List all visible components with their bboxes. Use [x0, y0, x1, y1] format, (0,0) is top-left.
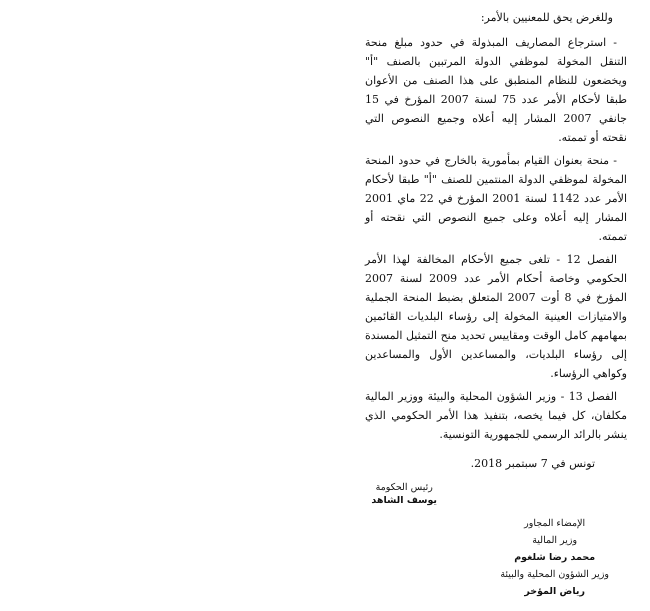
signature-block	[365, 481, 627, 611]
prime-minister-signature	[371, 481, 437, 507]
intro-line: وللغرض يحق للمعنيين بالأمر:	[480, 11, 613, 24]
countersign-label: الإمضاء المجاور	[524, 518, 586, 529]
countersignature	[500, 517, 609, 602]
finance-minister-name: محمد رضا شلغوم	[514, 552, 596, 563]
paragraph-transport-allowance: - استرجاع المصاريف المبذولة في حدود مبلغ منحة التنقل المخولة لموظفي الدولة المرتبين بالصنف "أ" ويخضعون للنظام المنطبق على هذا الصنف من الأعوان طبقا لأحكام الأمر عدد 75 لسنة 2007 المؤرخ في 15 جانفي 2007 المشار إليه أعلاه وجميع النصوص التي نقحته أو تممته.	[365, 36, 628, 144]
pm-name: يوسف الشاهد	[371, 495, 437, 506]
decree-text	[365, 8, 627, 611]
date-line: تونس في 7 سبتمبر 2018.	[470, 457, 595, 470]
pm-title: رئيس الحكومة	[375, 482, 433, 493]
local-affairs-minister-title: وزير الشؤون المحلية والبيئة	[500, 569, 609, 580]
finance-minister-title: وزير المالية	[532, 535, 578, 546]
paragraph-mission-allowance: - منحة بعنوان القيام بمأمورية بالخارج في حدود المنحة المخولة لموظفي الدولة المنتمين للصنف "أ" طبقا لأحكام الأمر عدد 1142 لسنة 2001 المؤرخ في 22 ماي 2001 المشار إليه أعلاه وعلى جميع النصوص التي نقحته أو تممته.	[365, 154, 628, 243]
article-12: الفصل 12 - تلغى جميع الأحكام المخالفة لهذا الأمر الحكومي وخاصة أحكام الأمر عدد 2009 لسنة 2007 المؤرخ في 8 أوت 2007 المتعلق بضبط المنحة الجملية والامتيازات العينية المخولة إلى رؤساء البلديات القائمين بمهامهم كامل الوقت ومقاييس تحديد منح التمثيل المسندة إلى رؤساء البلديات، والمساعدين الأول والمساعدين وكواهي الرؤساء.	[365, 253, 627, 380]
article-13: الفصل 13 - وزير الشؤون المحلية والبيئة ووزير المالية مكلفان، كل فيما يخصه، بتنفيذ هذا الأمر الحكومي الذي ينشر بالرائد الرسمي للجمهورية التونسية.	[365, 390, 627, 441]
local-affairs-minister-name: رياض المؤخر	[524, 586, 585, 597]
